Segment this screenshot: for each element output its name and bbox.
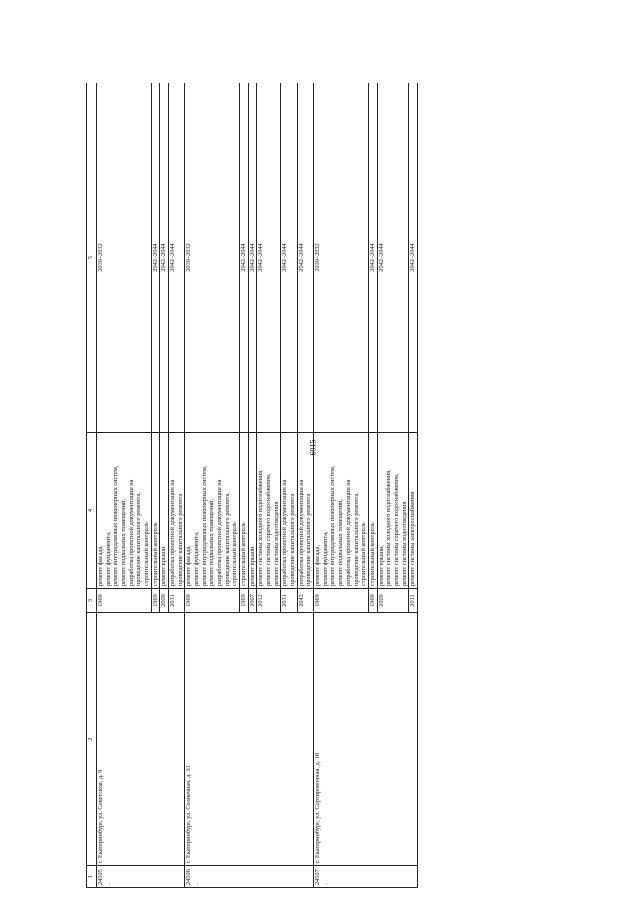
period-cell: 2042–2044	[169, 83, 185, 433]
works-cell: разработка проектной документации на проведение капитального ремонта	[281, 433, 297, 589]
year-cell: 2007	[248, 589, 257, 613]
period-cell: 2042–2044	[368, 83, 377, 433]
header-row	[87, 83, 97, 888]
entry-number: 24507.	[314, 866, 418, 888]
year-cell: 2031	[169, 589, 185, 613]
year-cell: 1969	[97, 589, 152, 613]
year-cell: 1969	[185, 589, 240, 613]
period-cell: 2042–2044	[240, 83, 249, 433]
works-cell: ремонт системы электроснабжения	[409, 433, 418, 589]
period-cell: 2042–2044	[257, 83, 281, 433]
col-header-4: 4	[87, 433, 97, 589]
works-cell: строительный контроль	[151, 433, 160, 589]
rotated-sheet	[86, 83, 589, 888]
works-cell: разработка проектной документации на проведение капитального ремонта	[297, 433, 313, 589]
period-cell: 2042–2044	[281, 83, 297, 433]
works-cell: ремонт крыши	[160, 433, 169, 589]
works-cell: строительный контроль	[368, 433, 377, 589]
works-cell: ремонт крыши, ремонт системы холодного водоснабжения, ремонт системы горячего водоснабжения, ремонт системы водоотведения	[377, 433, 409, 589]
page-number: 6915	[308, 439, 318, 456]
table-row	[185, 83, 240, 888]
works-cell: ремонт системы холодного водоснабжения, ремонт системы горячего водоснабжения, ремонт системы водоотведения	[257, 433, 281, 589]
works-cell: разработка проектной документации на проведение капитального ремонта	[169, 433, 185, 589]
entry-address: г. Екатеринбург, ул. Солнечная, д. 31	[185, 613, 314, 866]
year-cell: 2042	[297, 589, 313, 613]
period-cell: 2042–2044	[377, 83, 409, 433]
col-header-1: 1	[87, 866, 97, 888]
entry-number: 24506.	[185, 866, 314, 888]
period-cell: 2042–2044	[409, 83, 418, 433]
period-cell: 2042–2044	[160, 83, 169, 433]
year-cell: 1969	[314, 589, 369, 613]
col-header-2: 2	[87, 613, 97, 866]
entry-number: 24505.	[97, 866, 185, 888]
year-cell: 2011	[409, 589, 418, 613]
year-cell: 1969	[368, 589, 377, 613]
year-cell: 2031	[281, 589, 297, 613]
year-cell: 2009	[377, 589, 409, 613]
table-frame	[86, 83, 589, 888]
period-cell: 2030–2032	[314, 83, 369, 433]
entry-address: г. Екатеринбург, ул. Сортировочная, д. 18	[314, 613, 418, 866]
year-cell: 2009	[160, 589, 169, 613]
period-cell: 2042–2044	[248, 83, 257, 433]
period-cell: 2030–2032	[97, 83, 152, 433]
year-cell: 2012	[257, 589, 281, 613]
period-cell: 2042–2044	[297, 83, 313, 433]
year-cell: 1969	[151, 589, 160, 613]
table-row	[314, 83, 369, 888]
works-cell: ремонт крыши	[248, 433, 257, 589]
table-row	[97, 83, 152, 888]
repair-schedule-table	[86, 83, 418, 888]
year-cell: 1969	[240, 589, 249, 613]
period-cell: 2030–2032	[185, 83, 240, 433]
period-cell: 2042–2044	[151, 83, 160, 433]
entry-address: г. Екатеринбург, ул. Советская, д. 9	[97, 613, 185, 866]
col-header-3: 3	[87, 589, 97, 613]
works-cell: ремонт фасада, ремонт фундамента, ремонт внутридомовых инженерных систем, ремонт подвальных помещений, разработка проектной документации на проведение капитального ремонта, строительный контроль	[97, 433, 152, 589]
works-cell: ремонт фасада, ремонт фундамента, ремонт внутридомовых инженерных систем, ремонт подвальных помещений, разработка проектной документации на проведение капитального ремонта, строительный контроль	[185, 433, 240, 589]
col-header-5: 5	[87, 83, 97, 433]
works-cell: строительный контроль	[240, 433, 249, 589]
works-cell: ремонт фасада, ремонт фундамента, ремонт внутридомовых инженерных систем, ремонт подвальных помещений, разработка проектной документации на проведение капитального ремонта, строительный контроль	[314, 433, 369, 589]
table-body	[97, 83, 418, 888]
